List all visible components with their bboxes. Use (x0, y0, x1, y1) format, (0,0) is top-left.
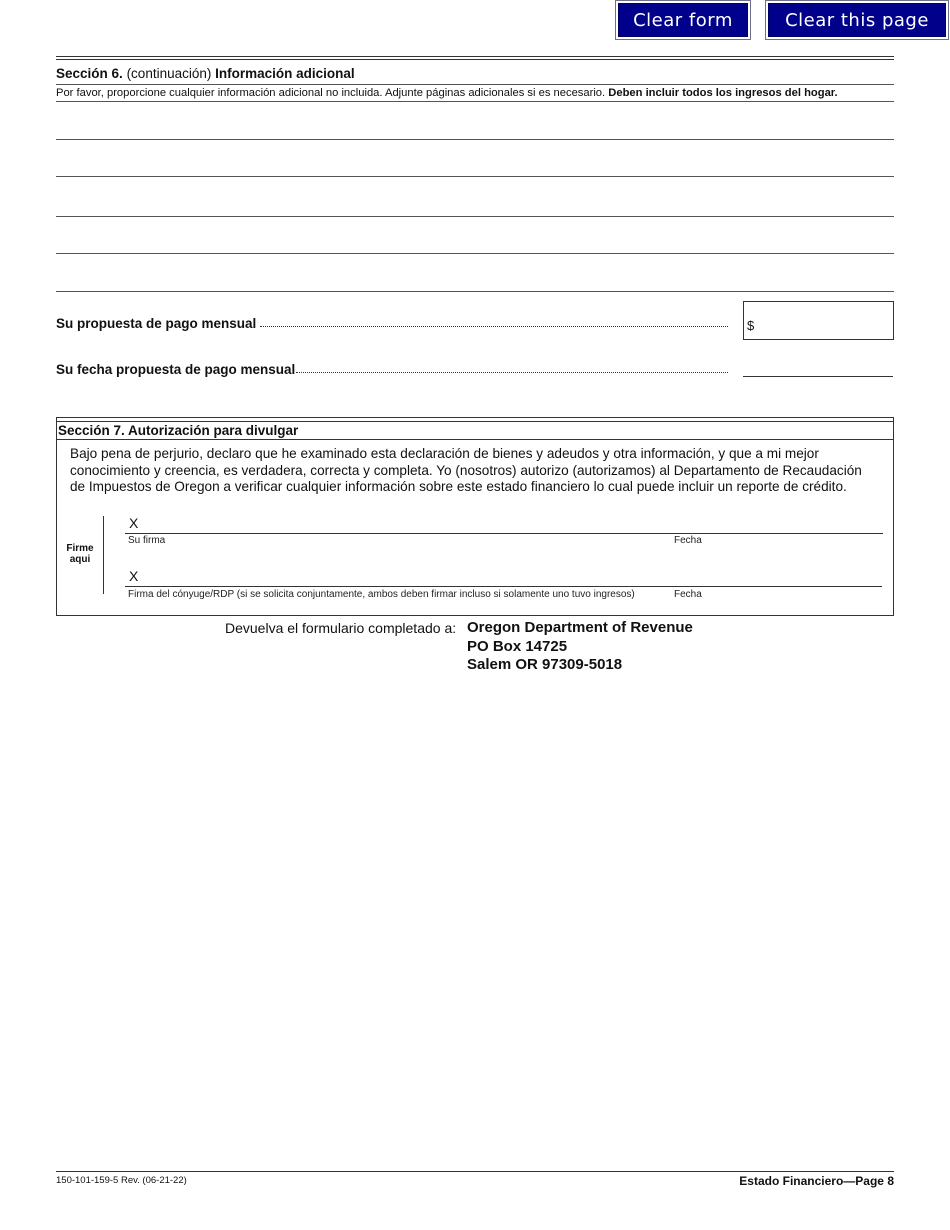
sign-here-label (57, 543, 103, 565)
section6-instructions-text: Por favor, proporcione cualquier información adicional no incluida. Adjunte páginas adicionales si es necesario. (56, 87, 606, 99)
section6-title-middle: (continuación) (126, 66, 212, 81)
signature-input[interactable] (125, 533, 883, 534)
info-line[interactable] (56, 253, 894, 254)
section7-title: Sección 7. Autorización para divulgar (58, 423, 299, 438)
leader-dots (296, 372, 728, 373)
monthly-payment-input[interactable] (743, 301, 894, 340)
section6-title-suffix: Información adicional (215, 66, 355, 81)
footer-page-info (739, 1174, 894, 1188)
section6-title (56, 66, 355, 81)
return-prompt: Devuelva el formulario completado a: (225, 620, 457, 636)
section6-top-rule-2 (56, 59, 894, 60)
clear-page-button[interactable]: Clear this page (765, 0, 949, 40)
signature-date-label: Fecha (674, 535, 702, 546)
spouse-signature-input[interactable] (125, 586, 882, 587)
section7-inner-rule (57, 421, 893, 422)
section6-instructions-rule (56, 101, 894, 102)
footer-rule (56, 1171, 894, 1172)
section6-instructions-bold: Deben incluir todos los ingresos del hogar. (608, 87, 838, 99)
clear-form-button[interactable]: Clear form (615, 0, 751, 40)
currency-symbol: $ (747, 318, 755, 333)
signature-label: Su firma (128, 535, 166, 546)
info-line[interactable] (56, 139, 894, 140)
spouse-signature-x-mark: X (129, 568, 139, 584)
return-address-line2: PO Box 14725 (467, 637, 568, 655)
footer-page-separator: — (843, 1174, 856, 1188)
section6-instructions (56, 87, 838, 99)
section7-paragraph: Bajo pena de perjurio, declaro que he examinado esta declaración de bienes y adeudos y otra información, y que a mi mejor conocimiento y creencia, es verdadera, correcta y completa. Yo (nosotros) autorizo (autorizamos) al Departamento de Recaudación de Impuestos de Oregon a verificar cualquier información sobre este estado financiero lo cual puede incluir un reporte de crédito. (70, 446, 862, 494)
spouse-signature-label: Firma del cónyuge/RDP (si se solicita conjuntamente, ambos deben firmar incluso si solamente uno tuvo ingresos) (128, 589, 635, 600)
return-address-line1: Oregon Department of Revenue (467, 619, 693, 636)
section6-title-rule (56, 84, 894, 85)
monthly-payment-row (56, 316, 732, 331)
return-address-line3: Salem OR 97309-5018 (467, 656, 623, 673)
info-line[interactable] (56, 291, 894, 292)
payment-date-label: Su fecha propuesta de pago mensual (56, 362, 296, 377)
footer-page-label: Page 8 (855, 1174, 894, 1188)
monthly-payment-label: Su propuesta de pago mensual (56, 316, 257, 331)
footer-page-title: Estado Financiero (739, 1174, 844, 1188)
section7-box (56, 417, 894, 616)
signature-x-mark: X (129, 515, 139, 531)
info-line[interactable] (56, 216, 894, 217)
section6-top-rule (56, 56, 894, 57)
section7-title-rule (57, 439, 893, 440)
sign-here-line1: Firme (66, 543, 94, 554)
payment-date-row (56, 362, 732, 377)
return-address (467, 619, 693, 675)
sign-here-line2: aqui (69, 554, 91, 565)
sign-here-divider (103, 516, 104, 594)
info-line[interactable] (56, 176, 894, 177)
form-number: 150-101-159-5 Rev. (06-21-22) (56, 1175, 187, 1186)
section6-title-prefix: Sección 6. (56, 66, 123, 81)
payment-date-input[interactable] (743, 360, 893, 377)
spouse-date-label: Fecha (674, 589, 702, 600)
leader-dots (260, 326, 728, 327)
